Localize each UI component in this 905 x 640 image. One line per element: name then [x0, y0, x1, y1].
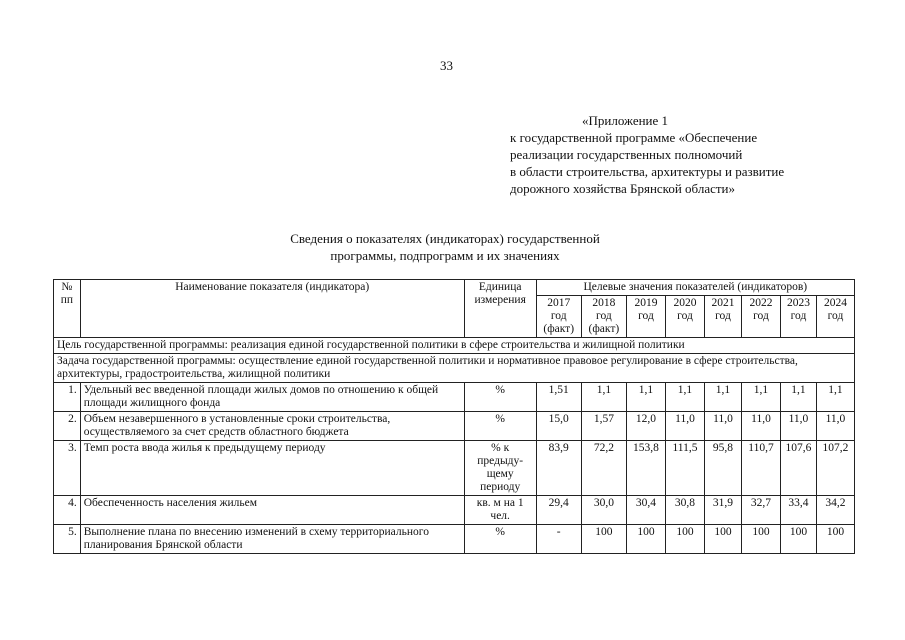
row-value: 153,8 — [626, 441, 665, 496]
row-value: 15,0 — [536, 412, 581, 441]
document-title — [200, 230, 690, 264]
row-num: 5. — [54, 525, 81, 554]
header-year: 2018 год (факт) — [581, 296, 626, 338]
row-unit: кв. м на 1 чел. — [464, 496, 536, 525]
row-num: 4. — [54, 496, 81, 525]
appendix-line: к государственной программе «Обеспечение — [510, 130, 758, 145]
row-value: 100 — [665, 525, 704, 554]
row-value: 1,1 — [665, 383, 704, 412]
header-year: 2020 год — [665, 296, 704, 338]
row-unit: % — [464, 412, 536, 441]
header-unit: Единица измерения — [464, 280, 536, 338]
indicators-table — [53, 279, 855, 554]
header-targets: Целевые значения показателей (индикаторов) — [536, 280, 854, 296]
header-year: 2022 год — [741, 296, 780, 338]
row-value: 72,2 — [581, 441, 626, 496]
header-year: 2023 год — [780, 296, 816, 338]
header-year: 2021 год — [705, 296, 742, 338]
row-value: 100 — [741, 525, 780, 554]
row-value: 100 — [816, 525, 854, 554]
task-row — [54, 354, 855, 383]
appendix-line: в области строительства, архитектуры и развитие — [510, 164, 785, 179]
row-value: 1,1 — [581, 383, 626, 412]
header-num: № пп — [54, 280, 81, 338]
row-value: 30,8 — [665, 496, 704, 525]
row-value: 11,0 — [665, 412, 704, 441]
row-value: 12,0 — [626, 412, 665, 441]
row-value: 11,0 — [705, 412, 742, 441]
row-value: 100 — [581, 525, 626, 554]
row-unit: % — [464, 525, 536, 554]
header-year: 2024 год — [816, 296, 854, 338]
row-value: 107,6 — [780, 441, 816, 496]
row-value: 30,4 — [626, 496, 665, 525]
header-name: Наименование показателя (индикатора) — [80, 280, 464, 338]
row-unit: % — [464, 383, 536, 412]
appendix-heading — [510, 112, 784, 197]
row-value: 30,0 — [581, 496, 626, 525]
row-value: 1,57 — [581, 412, 626, 441]
appendix-line: реализации государственных полномочий — [510, 147, 743, 162]
goal-row — [54, 338, 855, 354]
row-value: 95,8 — [705, 441, 742, 496]
row-value: 31,9 — [705, 496, 742, 525]
goal-text: Цель государственной программы: реализация единой государственной политики в сфере строительства и жилищной политики — [54, 338, 855, 354]
header-year: 2019 год — [626, 296, 665, 338]
row-value: 11,0 — [816, 412, 854, 441]
table-row — [54, 383, 855, 412]
row-num: 3. — [54, 441, 81, 496]
row-value: 110,7 — [741, 441, 780, 496]
row-value: 100 — [626, 525, 665, 554]
table-row — [54, 412, 855, 441]
row-value: 33,4 — [780, 496, 816, 525]
table-row — [54, 496, 855, 525]
row-name: Темп роста ввода жилья к предыдущему периоду — [80, 441, 464, 496]
row-value: 1,1 — [780, 383, 816, 412]
row-num: 2. — [54, 412, 81, 441]
row-name: Обеспеченность населения жильем — [80, 496, 464, 525]
appendix-line: дорожного хозяйства Брянской области» — [510, 181, 735, 196]
page-number: 33 — [440, 58, 453, 73]
row-num: 1. — [54, 383, 81, 412]
row-value: 1,1 — [816, 383, 854, 412]
row-value: 11,0 — [741, 412, 780, 441]
title-line: программы, подпрограмм и их значениях — [330, 248, 560, 263]
row-value: 100 — [780, 525, 816, 554]
table-row — [54, 525, 855, 554]
row-name: Объем незавершенного в установленные сроки строительства, осуществляемого за счет средств областного бюджета — [80, 412, 464, 441]
table-row — [54, 441, 855, 496]
appendix-line: «Приложение 1 — [582, 113, 669, 128]
row-value: 1,1 — [705, 383, 742, 412]
row-value: - — [536, 525, 581, 554]
row-value: 1,1 — [741, 383, 780, 412]
header-row — [54, 280, 855, 296]
row-value: 1,51 — [536, 383, 581, 412]
row-value: 11,0 — [780, 412, 816, 441]
row-value: 32,7 — [741, 496, 780, 525]
row-name: Выполнение плана по внесению изменений в схему территориального планирования Брянской области — [80, 525, 464, 554]
row-unit: % к предыду-щему периоду — [464, 441, 536, 496]
row-value: 83,9 — [536, 441, 581, 496]
row-value: 107,2 — [816, 441, 854, 496]
row-name: Удельный вес введенной площади жилых домов по отношению к общей площади жилищного фонда — [80, 383, 464, 412]
row-value: 100 — [705, 525, 742, 554]
task-text: Задача государственной программы: осуществление единой государственной политики и нормативное правовое регулирование в сфере строительства, архитектуры, градостроительства, жилищной политики — [54, 354, 855, 383]
row-value: 34,2 — [816, 496, 854, 525]
row-value: 111,5 — [665, 441, 704, 496]
row-value: 29,4 — [536, 496, 581, 525]
header-year: 2017 год (факт) — [536, 296, 581, 338]
row-value: 1,1 — [626, 383, 665, 412]
title-line: Сведения о показателях (индикаторах) государственной — [290, 231, 600, 246]
